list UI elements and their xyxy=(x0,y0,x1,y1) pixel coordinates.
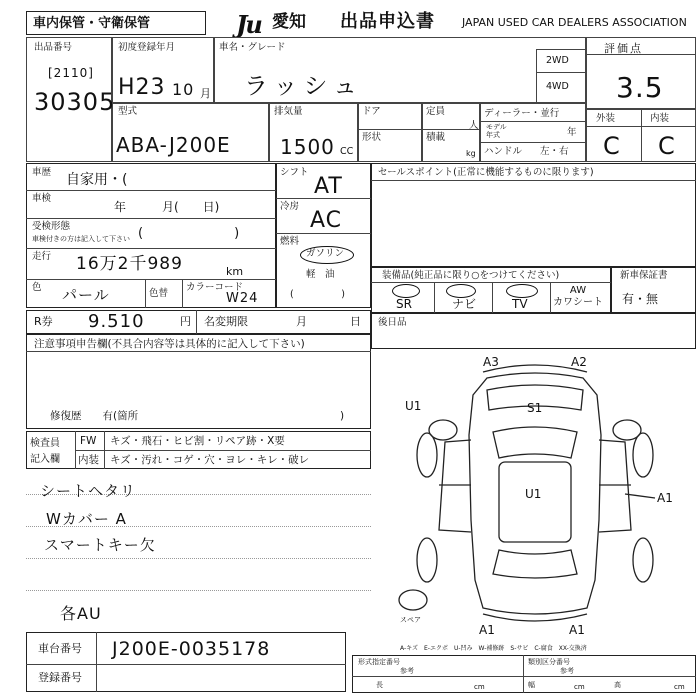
car-left-side xyxy=(439,440,471,532)
back-date-label: 後日品 xyxy=(378,317,407,328)
sales-point-label: セールスポイント(正常に機能するものに限ります) xyxy=(378,167,594,178)
history-value: 自家用・( xyxy=(66,172,128,188)
capacity-label: 定員 xyxy=(426,106,446,117)
equipment-label: 装備品(純正品に限り○をつけてください) xyxy=(382,270,560,281)
car-name: ラッシュ xyxy=(244,72,364,100)
spare-label: スペア xyxy=(400,616,421,624)
interior-check-label: 内装 xyxy=(78,454,99,466)
displacement-label: 排気量 xyxy=(274,106,303,117)
kg-unit: kg xyxy=(466,149,476,158)
wd-divider xyxy=(536,49,537,103)
chassis-label: 車台番号 xyxy=(38,642,82,655)
car-rear-window xyxy=(493,550,577,578)
2wd-option: 2WD xyxy=(546,55,569,66)
brand-name: 愛知 xyxy=(272,12,306,32)
chassis-number: J200E-0035178 xyxy=(112,638,271,660)
aircon-label: 冷房 xyxy=(280,201,300,212)
weight-label: 積載 xyxy=(426,132,446,143)
recycle-fee: 9.510 xyxy=(88,311,145,332)
mileage-unit: km xyxy=(226,265,244,278)
interior-label: 内装 xyxy=(650,113,670,124)
color-label: 色 xyxy=(32,282,42,293)
mark-a2: A2 xyxy=(571,355,587,369)
front-right-wheel xyxy=(633,433,653,477)
mark-a1-rear-right: A1 xyxy=(569,623,585,637)
history-label: 車歴 xyxy=(32,167,52,178)
shift-label: シフト xyxy=(280,167,309,178)
fuel-gasoline: ガソリン xyxy=(306,248,345,259)
length-unit: cm xyxy=(474,683,485,691)
form-type-label: 形式指定番号 xyxy=(358,658,400,666)
note-line-3: スマートキー欠 xyxy=(44,536,156,554)
form-title: 出品申込書 xyxy=(340,11,435,32)
reception-label: 受検形態 xyxy=(32,221,71,232)
year-unit: 年 xyxy=(567,127,577,138)
rear-bumper xyxy=(483,614,587,621)
handle-label: ハンドル xyxy=(484,146,523,157)
inspection-dates: 年 月( 日) xyxy=(114,200,220,214)
mileage-value: 16万2千989 xyxy=(76,254,183,274)
damage-diagram xyxy=(375,350,695,655)
mark-a3: A3 xyxy=(483,355,499,369)
person-unit: 人 xyxy=(469,120,479,131)
width-label: 幅 xyxy=(528,681,535,689)
warranty-label: 新車保証書 xyxy=(620,270,668,281)
color-code-value: W24 xyxy=(226,291,259,306)
lot-code: [2110] xyxy=(48,66,94,80)
notes-label: 注意事項申告欄(不具合内容等は具体的に記入して下さい) xyxy=(34,338,305,350)
model-code: ABA-J200E xyxy=(116,133,231,157)
color-value: パール xyxy=(62,286,110,304)
left-right-option: 左・右 xyxy=(540,146,569,157)
mileage-label: 走行 xyxy=(32,251,52,262)
height-label: 高 xyxy=(614,681,621,689)
mark-u1-center: U1 xyxy=(525,487,542,501)
storage-label-box xyxy=(26,11,206,35)
name-change-label: 名変期限 xyxy=(204,315,248,328)
rating-label: 評価点 xyxy=(604,42,643,55)
sr-circle-mark xyxy=(392,284,420,298)
equip-tv: TV xyxy=(512,297,528,311)
sales-point-block xyxy=(371,163,696,267)
shift-value: AT xyxy=(314,174,343,199)
mark-s1: S1 xyxy=(527,401,543,415)
first-reg-label: 初度登録年月 xyxy=(118,42,176,53)
inspection-label: 車検 xyxy=(32,193,52,204)
registration-label: 登録番号 xyxy=(38,671,82,684)
width-unit: cm xyxy=(574,683,585,691)
name-change-month: 月 xyxy=(296,315,307,328)
equip-aw: AW カワシート xyxy=(553,285,603,308)
mark-a1-right: A1 xyxy=(657,491,673,505)
exterior-grade: C xyxy=(603,132,621,160)
doors-label: ドア xyxy=(362,106,381,117)
height-unit: cm xyxy=(674,683,685,691)
fuel-label: 燃料 xyxy=(280,236,300,247)
repair-history-close: ) xyxy=(340,410,345,422)
damage-legend: A-キズ E-エクボ U-凹み W-補修跡 S-サビ C-腐食 XX-交換済 xyxy=(400,645,587,652)
first-reg-year: H23 xyxy=(118,75,166,100)
fuel-diesel: 軽 油 xyxy=(306,269,335,280)
storage-label: 車内保管・守衛保管 xyxy=(33,16,151,31)
fw-label: FW xyxy=(80,435,97,447)
mark-arrow xyxy=(625,494,655,498)
first-reg-month-suffix: 月 xyxy=(200,87,211,100)
recycle-block xyxy=(26,310,371,334)
car-windshield xyxy=(493,427,577,458)
keys-note: 各AU xyxy=(60,604,102,623)
lot-number-label: 出品番号 xyxy=(34,42,73,53)
inspector-label: 検査員 記入欄 xyxy=(30,438,60,465)
recycle-yen: 円 xyxy=(180,315,191,328)
fw-items: キズ・飛石・ヒビ割・リペア跡・X要 xyxy=(110,435,285,447)
interior-check-items: キズ・汚れ・コゲ・穴・ヨレ・キレ・破レ xyxy=(110,454,310,466)
exterior-label: 外装 xyxy=(596,113,616,124)
model-label: 型式 xyxy=(118,106,138,117)
interior-grade: C xyxy=(658,132,676,160)
rating-value: 3.5 xyxy=(616,71,664,104)
note-line-2: Wカバー A xyxy=(46,510,127,528)
back-date-block xyxy=(371,313,696,349)
name-change-day: 日 xyxy=(350,315,361,328)
note-line-1: シートヘタリ xyxy=(40,482,137,500)
front-left-wheel xyxy=(417,433,437,477)
equip-sr: SR xyxy=(396,297,412,311)
mark-a1-rear-left: A1 xyxy=(479,623,495,637)
rear-right-wheel xyxy=(633,538,653,582)
color-code-label: カラーコード xyxy=(186,282,244,293)
car-name-label: 車名・グレード xyxy=(219,42,286,53)
dealer-label: ディーラー・並行 xyxy=(484,108,560,119)
ref-label-2: 参考 xyxy=(560,667,574,675)
4wd-option: 4WD xyxy=(546,81,569,92)
spare-tire xyxy=(399,590,427,610)
aircon-value: AC xyxy=(310,208,343,233)
color-change-label: 色替 xyxy=(149,288,169,299)
repair-history-label: 修復歴 有(箇所 xyxy=(50,410,139,422)
warranty-options: 有・無 xyxy=(622,292,659,306)
ref-label-1: 参考 xyxy=(400,667,414,675)
length-label: 長 xyxy=(376,681,383,689)
cc-unit: CC xyxy=(340,146,354,157)
category-label: 類別区分番号 xyxy=(528,658,570,666)
car-right-side xyxy=(599,440,631,532)
car-roof xyxy=(499,462,571,542)
shape-label: 形状 xyxy=(362,132,382,143)
lot-number: 30305 xyxy=(34,88,116,116)
association-name: JAPAN USED CAR DEALERS ASSOCIATION xyxy=(462,16,687,29)
rear-left-wheel xyxy=(417,538,437,582)
ju-logo: Ju xyxy=(236,10,261,39)
displacement-value: 1500 xyxy=(280,135,335,159)
recycle-label: R券 xyxy=(34,315,53,328)
model-year-label: モデル 年式 xyxy=(486,123,507,140)
first-reg-month: 10 xyxy=(172,80,195,99)
tv-circle-mark xyxy=(506,284,538,298)
reception-note: 車検付きの方は記入して下さい xyxy=(32,235,130,243)
mark-u1-left: U1 xyxy=(405,399,422,413)
equip-navi: ナビ xyxy=(452,297,477,311)
navi-circle-mark xyxy=(446,284,476,298)
